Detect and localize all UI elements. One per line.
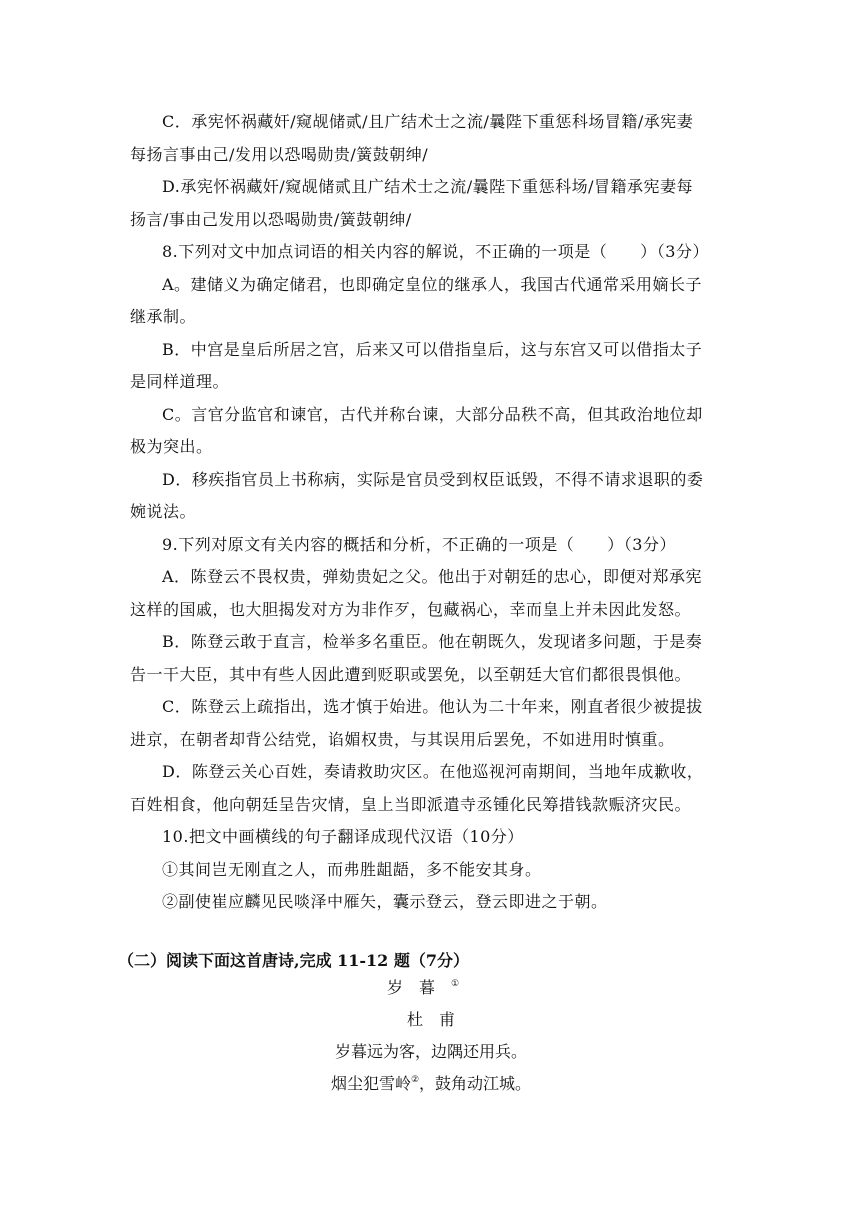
q8-stem: 8.下列对文中加点词语的相关内容的解说，不正确的一项是（ ）（3分）	[162, 242, 709, 261]
q10-sentence-2: ②副使崔应麟见民啖泽中雁矢，囊示登云，登云即进之于朝。	[162, 892, 608, 911]
q9-option-a-line1: A．陈登云不畏权贵，弹劾贵妃之父。他出于对朝廷的忠心，即便对郑承宪	[162, 567, 703, 586]
q8-option-b-line1: B．中宫是皇后所居之宫，后来又可以借指皇后，这与东宫又可以借指太子	[162, 339, 703, 359]
poem-title-footnote-mark: ①	[450, 979, 476, 989]
q9-option-d-line2: 百姓相食，他向朝廷呈告灾情，皇上当即派遣寺丞锺化民筹措钱款赈济灾民。	[130, 794, 692, 814]
poem-line-2	[130, 1068, 732, 1100]
poem-author: 杜 甫	[406, 1010, 455, 1029]
poem-line-2-part-b: ，鼓角动江城。	[419, 1074, 532, 1093]
q9-option-c-line1: C．陈登云上疏指出，选才慎于始进。他认为二十年来，刚直者很少被提拔	[162, 697, 703, 716]
poem	[130, 972, 732, 1100]
q8-option-c-line1: C。言官分监官和谏官，古代并称台谏，大部分品秩不高，但其政治地位却	[162, 404, 703, 424]
q9-option-d-line1: D．陈登云关心百姓，奏请救助灾区。在他巡视河南期间，当地年成歉收，	[162, 762, 704, 781]
q9-stem: 9.下列对原文有关内容的概括和分析，不正确的一项是（ ）（3分）	[162, 534, 676, 554]
q7-option-d-line1: D.承宪怀祸藏奸/窥觇储贰且广结术士之流/曩陛下重惩科场/冒籍承宪妻每	[162, 177, 694, 196]
q10-stem: 10.把文中画横线的句子翻译成现代汉语（10分）	[162, 827, 524, 846]
poem-line-2-part-a: 烟尘犯雪岭	[330, 1074, 411, 1093]
q7-option-d-line2: 扬言/事由己发用以恐喝勋贵/簧鼓朝绅/	[130, 209, 412, 229]
poem-line-2-footnote-mark: ②	[410, 1075, 420, 1085]
poem-line-1: 岁暮远为客，边隅还用兵。	[334, 1042, 527, 1061]
q10-sentence-1: ①其间岂无刚直之人，而弗胜龃龉，多不能安其身。	[162, 859, 542, 879]
q9-option-b-line2: 告一干大臣，其中有些人因此遭到贬职或罢免，以至朝廷大官们都很畏惧他。	[130, 664, 692, 684]
question-block	[130, 106, 732, 919]
q8-option-b-line2: 是同样道理。	[130, 372, 230, 391]
q9-option-a-line2: 这样的国戚，也大胆揭发对方为非作歹，包藏祸心，幸而皇上并未因此发怒。	[130, 599, 692, 619]
q8-option-d-line2: 婉说法。	[130, 502, 197, 521]
q8-option-a-line2: 继承制。	[130, 307, 197, 326]
q9-option-c-line2: 进京，在朝者却背公结党，谄媚权贵，与其误用后罢免，不如进用时慎重。	[130, 729, 675, 749]
q8-option-d-line1: D．移疾指官员上书称病，实际是官员受到权臣诋毁，不得不请求退职的委	[162, 469, 704, 489]
poem-title	[130, 972, 732, 1004]
q7-option-c-line2: 每扬言事由己/发用以恐喝勋贵/簧鼓朝绅/	[130, 144, 429, 164]
q8-option-a-line1: A。建储义为确定储君，也即确定皇位的继承人，我国古代通常采用嫡长子	[162, 274, 703, 294]
poem-title-text: 岁暮	[386, 978, 451, 997]
q7-option-c-line1: C．承宪怀祸藏奸/窥觇储贰/且广结术士之流/曩陛下重惩科场冒籍/承宪妻	[162, 112, 694, 131]
section-heading: （二）阅读下面这首唐诗,完成 11-12 题（7分）	[118, 951, 470, 970]
q8-option-c-line2: 极为突出。	[130, 437, 213, 456]
q9-option-b-line1: B．陈登云敢于直言，检举多名重臣。他在朝既久，发现诸多问题，于是奏	[162, 632, 703, 651]
